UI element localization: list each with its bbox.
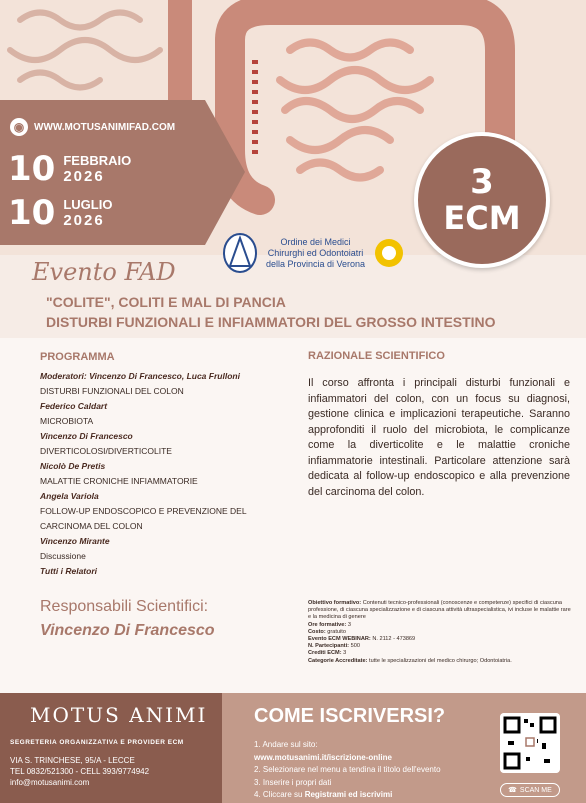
footer-registration (222, 693, 586, 803)
info-label: Obiettivo formativo: (308, 600, 362, 606)
ordine-logo-block (222, 232, 405, 274)
date-day: 10 (8, 149, 56, 189)
info-label: Ore formative: (308, 621, 347, 628)
info-value: gratuito (327, 628, 346, 635)
date-2 (8, 193, 113, 233)
speaker: Angela Variola (40, 491, 99, 501)
speaker: Moderatori: Vincenzo Di Francesco, Luca Frulloni (40, 371, 240, 381)
step-3: 3. Inserire i propri dati (254, 777, 332, 787)
razionale-section (308, 350, 570, 500)
speaker: Federico Caldart (40, 401, 108, 411)
phone-icon: ☎ (508, 787, 517, 794)
info-value: 3 (347, 621, 351, 628)
info-label: Categorie Accreditate: (308, 657, 368, 664)
info-block (308, 600, 572, 665)
globe-icon: ◉ (10, 118, 28, 136)
registration-url[interactable]: www.motusanimi.it/iscrizione-online (254, 752, 392, 762)
ordine-emblem-icon (222, 232, 258, 274)
speaker: Tutti i Relatori (40, 566, 97, 576)
date-year: 2026 (63, 168, 105, 185)
topic: MICROBIOTA (40, 416, 94, 426)
speaker: Vincenzo Di Francesco (40, 431, 133, 441)
date-month: LUGLIO (63, 197, 113, 212)
razionale-text: Il corso affronta i principali disturbi funzionali e infiammatori del colon, con un focus su diagnosi, gestione clinica e implicazioni terapeutiche. Saranno approfonditi il ruolo del microbiota, le complicanze come la diverticolite e le malattie croniche infiammatorie intestinali. Particolare attenzione sarà dedicata al follow-up endoscopico e alla prevenzione del carcinoma del colon. (308, 377, 570, 498)
responsabili-heading: Responsabili Scientifici: (40, 598, 209, 615)
info-label: Crediti ECM: (308, 650, 342, 657)
speaker: Nicolò De Pretis (40, 461, 106, 471)
info-value: 3 (343, 650, 347, 657)
ecm-label: ECM (443, 199, 521, 237)
info-value: 500 (350, 643, 360, 650)
topic: DIVERTICOLOSI/DIVERTICOLITE (40, 446, 172, 456)
ordine-line: Chirurghi ed Odontoiatri (267, 247, 364, 258)
scan-me-label (500, 783, 560, 797)
ordine-line: Ordine dei Medici (280, 236, 351, 247)
responsabili-name: Vincenzo Di Francesco (40, 622, 215, 639)
programma-heading: PROGRAMMA (40, 351, 115, 363)
footer-organizer (0, 693, 222, 803)
topic: Discussione (40, 551, 86, 561)
topic: FOLLOW-UP ENDOSCOPICO E PREVENZIONE DEL CARCINOMA DEL COLON (40, 506, 247, 531)
website-link[interactable]: WWW.MOTUSANIMIFAD.COM (34, 121, 176, 133)
date-1 (8, 149, 132, 189)
qr-code-icon[interactable] (500, 713, 560, 773)
topic: DISTURBI FUNZIONALI DEL COLON (40, 386, 184, 396)
topic: MALATTIE CRONICHE INFIAMMATORIE (40, 476, 198, 486)
ordine-line: della Provincia di Verona (266, 258, 366, 269)
date-day: 10 (8, 193, 56, 233)
title-line-2: DISTURBI FUNZIONALI E INFIAMMATORI DEL GROSSO INTESTINO (46, 314, 496, 330)
date-year: 2026 (63, 212, 105, 229)
phone[interactable]: TEL 0832/521300 - CELL 393/9774942 (10, 767, 150, 776)
razionale-heading: RAZIONALE SCIENTIFICO (308, 350, 445, 362)
info-value: tutte le specializzazioni del medico chirurgo; Odontoiatria. (369, 657, 512, 664)
ecm-number: 3 (470, 162, 494, 202)
info-value: N. 2112 - 473869 (372, 636, 416, 643)
step-4: 4. Cliccare su (254, 790, 303, 799)
title-line-1: "COLITE", COLITI E MAL DI PANCIA (46, 294, 286, 310)
info-label: Costo: (308, 628, 326, 635)
address: VIA S. TRINCHESE, 95/A - LECCE (10, 756, 135, 765)
step-4-action: Registrami ed iscrivimi (304, 790, 393, 799)
organizer-subtitle: SEGRETERIA ORGANIZZATIVA E PROVIDER ECM (10, 739, 184, 746)
responsabili-section (40, 598, 215, 640)
registration-title: COME ISCRIVERSI? (254, 705, 446, 727)
ecm-badge (414, 132, 550, 268)
date-month: FEBBRAIO (63, 153, 132, 168)
website-row[interactable] (10, 118, 175, 136)
info-label: Evento ECM WEBINAR: (308, 636, 371, 643)
email-link[interactable]: info@motusanimi.com (10, 778, 90, 787)
info-value: Contenuti tecnico-professionali (conoscenze e competenze) specifici di ciascuna professione, di ciascuna specializzazione e di ciascuna attività ultraspecialistica, ivi incluse le malattie rare e la medicina di genere (308, 600, 571, 621)
info-label: N. Partecipanti: (308, 643, 350, 650)
motus-animi-logo: MOTUS ANIMI (30, 703, 208, 727)
event-type: Evento FAD (32, 258, 176, 286)
step-1: 1. Andare sul sito: (254, 740, 318, 749)
speaker: Vincenzo Mirante (40, 536, 110, 546)
step-2: 2. Selezionare nel menu a tendina il titolo dell'evento (254, 765, 441, 774)
ordine-seal-icon (373, 235, 405, 271)
scan-text: SCAN ME (519, 786, 552, 794)
programma-section (40, 350, 280, 579)
